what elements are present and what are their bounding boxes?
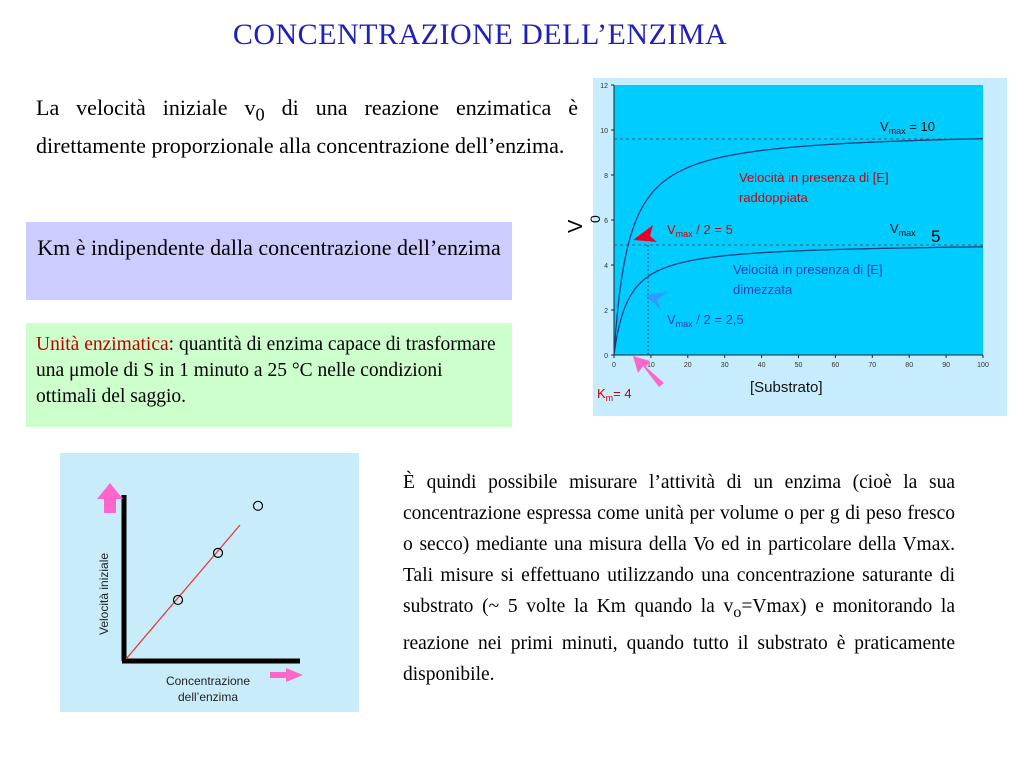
x-tick-label: 70	[868, 362, 877, 369]
annotation-halved-line1: Velocità in presenza di [E]	[733, 262, 883, 277]
y-tick-label: 12	[600, 83, 608, 90]
data-points	[174, 501, 263, 604]
intro-subscript: 0	[255, 104, 265, 125]
data-point	[174, 595, 183, 604]
y-tick-label: 6	[604, 218, 608, 225]
linear-x-label-line1: Concentrazione	[165, 674, 251, 688]
unit-definition: : quantità di enzima capace di trasformare una μmole di S in 1 minuto a 25 °C nelle condizioni ottimali del saggio.	[36, 334, 496, 407]
y-tick-label: 2	[604, 308, 608, 315]
vmax-label: $V_{max} = 10$	[880, 119, 935, 136]
up-arrow-icon	[97, 483, 123, 513]
body-paragraph	[403, 467, 955, 690]
y-axis-label: V	[565, 219, 587, 233]
km-note-box	[26, 222, 512, 300]
y-tick-label: 10	[600, 128, 608, 135]
x-tick-label: 10	[647, 362, 655, 369]
kinetics-graph	[565, 78, 1007, 416]
linear-x-label-line2: dell’enzima	[177, 690, 239, 704]
y-tick-label: 0	[604, 353, 608, 360]
x-tick-label: 100	[977, 362, 989, 369]
unit-term: Unità enzimatica	[36, 334, 169, 355]
x-tick-label: 30	[720, 362, 729, 369]
linear-y-label: Velocità iniziale	[97, 552, 111, 635]
annotation-doubled-line1: Velocità in presenza di [E]	[739, 170, 889, 185]
y-tick-label: 8	[604, 173, 608, 180]
x-tick-label: 20	[683, 362, 692, 369]
x-tick-label: 0	[612, 362, 616, 369]
data-point	[254, 501, 263, 510]
x-tick-label: 60	[831, 362, 840, 369]
fit-line	[126, 525, 240, 659]
x-tick-label: 80	[905, 362, 914, 369]
linear-graph	[60, 453, 359, 712]
x-tick-label: 50	[794, 362, 803, 369]
y-tick-label: 4	[604, 263, 608, 270]
half-vmax-lower-label: $V_{max} / 2 = 2,5$	[667, 312, 744, 329]
kinetics-graph-panel	[565, 78, 1007, 416]
intro-paragraph	[36, 92, 578, 162]
half-vmax-upper-label: $V_{max} / 2 = 5$	[667, 222, 733, 239]
x-tick-label: 40	[757, 362, 766, 369]
body-text-1: È quindi possibile misurare l’attività di un enzima (cioè la sua concentrazione espressa come unità per volume o per g di peso fresco o secco) mediante una misura della Vo ed in particolare della Vmax. Tali misure si effettuano utilizzando una concentrazione saturante di substrato (~ 5 volte la Km quando la v	[403, 472, 955, 617]
right-arrow-icon	[270, 668, 303, 682]
intro-text-1: La velocità iniziale v	[36, 95, 256, 120]
pink-arrow-icon	[633, 356, 664, 387]
vmax-lower-value: 5	[931, 227, 941, 246]
body-text-2: =Vmax) e monitorando la reazione nei primi minuti, quando tutto il substrato è praticamente disponibile.	[403, 596, 956, 685]
unit-definition-box	[26, 323, 512, 427]
x-axis-label: [Substrato]	[750, 379, 823, 396]
km-note-text: Km è indipendente dalla concentrazione dell’enzima	[37, 235, 501, 260]
vmax-lower-label: $V_{max}$	[890, 221, 916, 238]
annotation-halved-line2: dimezzata	[733, 282, 793, 297]
y-axis-label-sub: 0	[587, 215, 603, 223]
slide-title: CONCENTRAZIONE DELL’ENZIMA	[232, 18, 728, 51]
intro-text-2: di una reazione enzimatica è direttamente proporzionale alla concentrazione dell’enzima.	[36, 95, 578, 159]
x-tick-label: 90	[942, 362, 950, 369]
annotation-doubled-line2: raddoppiata	[739, 190, 808, 205]
linear-graph-panel	[60, 453, 359, 712]
data-point	[214, 548, 223, 557]
km-label: $K_m= 4$	[597, 386, 632, 403]
body-subscript: o	[733, 602, 742, 621]
